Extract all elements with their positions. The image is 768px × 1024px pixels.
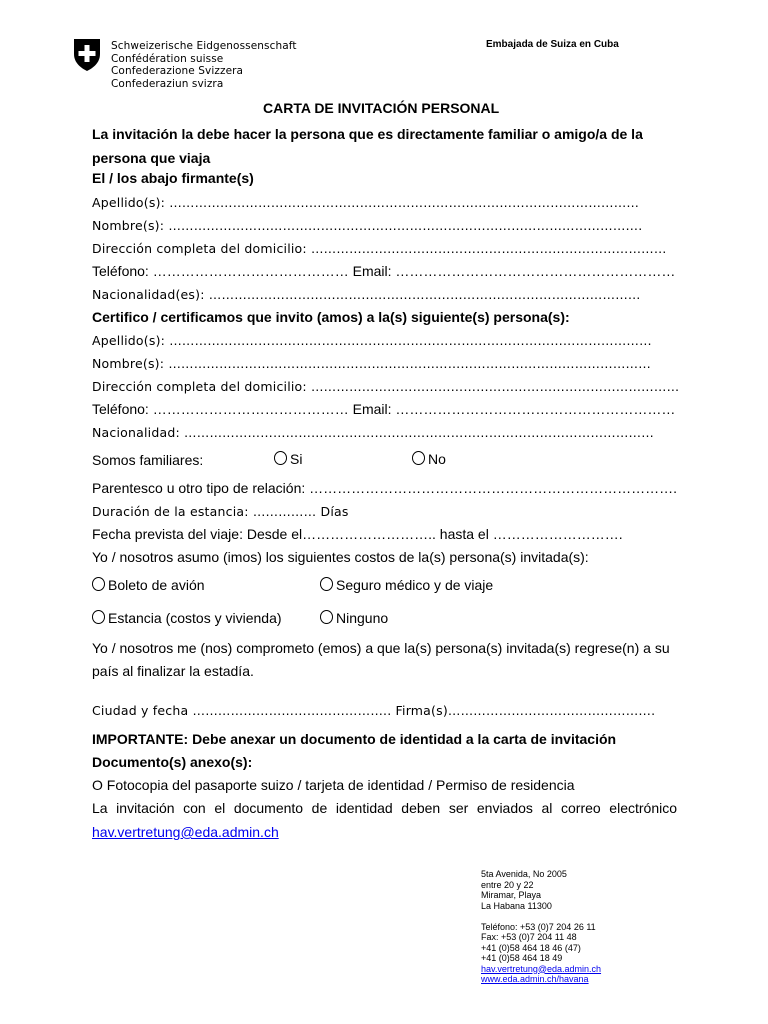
- fax-line: Fax: +53 (0)7 204 11 48: [481, 932, 577, 942]
- org-line-fr: Confédération suisse: [111, 52, 224, 65]
- swiss-coat-of-arms-icon: [72, 38, 102, 72]
- signer-apellidos-field[interactable]: Apellido(s): …………………………………………………………………………………………………: [92, 195, 640, 210]
- importante-notice: IMPORTANTE: Debe anexar un documento de identidad a la carta de invitación: [92, 731, 617, 747]
- footer-web-link[interactable]: www.eda.admin.ch/havana: [481, 974, 589, 984]
- org-line-it: Confederazione Svizzera: [111, 65, 244, 77]
- radio-circle-icon[interactable]: [320, 610, 333, 624]
- costo-ninguno-label: Ninguno: [336, 610, 389, 626]
- costo-estancia-option[interactable]: [92, 610, 282, 626]
- familiares-no-label: No: [428, 451, 446, 467]
- costo-estancia-label: Estancia (costos y vivienda): [108, 610, 282, 626]
- costo-boleto-label: Boleto de avión: [108, 577, 205, 593]
- embassy-name: Embajada de Suiza en Cuba: [486, 39, 619, 50]
- invitee-apellidos-field[interactable]: Apellido(s): ……………………………………………………………………………………………………: [92, 333, 652, 348]
- costo-boleto-option[interactable]: [92, 577, 205, 593]
- familiares-si-option[interactable]: [274, 451, 302, 467]
- anexo-item: O Fotocopia del pasaporte suizo / tarjeta de identidad / Permiso de residencia: [92, 777, 575, 793]
- intro-text: La invitación la debe hacer la persona que es directamente familiar o amigo/a de la persona que viaja: [92, 126, 643, 166]
- costo-seguro-option[interactable]: [320, 577, 493, 593]
- phone-line: +41 (0)58 464 18 49: [481, 953, 563, 963]
- phone-line: +41 (0)58 464 18 46 (47): [481, 942, 581, 953]
- address-line: Miramar, Playa: [481, 890, 542, 900]
- ciudad-fecha-firma-field[interactable]: Ciudad y fecha ……………………………………….. Firma(s)………………………………………….: [92, 703, 656, 718]
- radio-circle-icon[interactable]: [412, 451, 425, 465]
- phone-line: Teléfono: +53 (0)7 204 26 11: [481, 921, 596, 932]
- radio-circle-icon[interactable]: [274, 451, 287, 465]
- signer-telefono-email-field[interactable]: Teléfono: …………………………………… Email: ……………………………………………………: [92, 263, 676, 279]
- org-name-block: [111, 40, 297, 90]
- radio-circle-icon[interactable]: [92, 577, 105, 591]
- invitee-telefono-email-field[interactable]: Teléfono: …………………………………… Email: ……………………………………………………: [92, 401, 676, 417]
- org-line-rm: Confederaziun svizra: [111, 77, 224, 90]
- signer-nacionalidad-field[interactable]: Nacionalidad(es): …………………………………………………………………………………………: [92, 287, 641, 302]
- invitees-heading: Certifico / certificamos que invito (amos) a la(s) siguiente(s) persona(s):: [92, 309, 570, 325]
- invitee-nacionalidad-field[interactable]: Nacionalidad: …………………………………………………………………………………………………: [92, 425, 654, 440]
- compromiso-text: Yo / nosotros me (nos) comprometo (emos) a que la(s) persona(s) invitada(s) regrese(n) a su país al finalizar la estadía.: [92, 640, 670, 679]
- invitee-nombres-field[interactable]: Nombre(s): ……………………………………………………………………………………………………: [92, 356, 651, 371]
- embassy-address-block: [481, 869, 601, 985]
- anexos-heading: Documento(s) anexo(s):: [92, 754, 253, 770]
- address-line: entre 20 y 22: [481, 879, 534, 890]
- fecha-viaje-field[interactable]: Fecha prevista del viaje: Desde el……………………….. hasta el ……………………….: [92, 526, 623, 542]
- costo-ninguno-option[interactable]: [320, 610, 388, 626]
- parentesco-field[interactable]: Parentesco u otro tipo de relación: …………………………………………………………………….: [92, 480, 678, 496]
- address-line: La Habana 11300: [481, 900, 552, 911]
- invitee-direccion-field[interactable]: Dirección completa del domicilio: ……………………………………………………………………………: [92, 379, 680, 394]
- email-link[interactable]: hav.vertretung@eda.admin.ch: [92, 824, 279, 840]
- radio-circle-icon[interactable]: [92, 610, 105, 624]
- footer-email-link[interactable]: hav.vertretung@eda.admin.ch: [481, 963, 602, 974]
- familiares-no-option[interactable]: [412, 451, 446, 467]
- signer-nombres-field[interactable]: Nombre(s): ………………………………………………………………………………………………….: [92, 218, 643, 233]
- familiares-label: Somos familiares:: [92, 452, 204, 468]
- radio-circle-icon[interactable]: [320, 577, 333, 591]
- document-title: CARTA DE INVITACIÓN PERSONAL: [263, 100, 500, 116]
- costos-text: Yo / nosotros asumo (imos) los siguientes costos de la(s) persona(s) invitada(s):: [92, 549, 589, 565]
- org-line-de: Schweizerische Eidgenossenschaft: [111, 40, 297, 52]
- address-line: 5ta Avenida, No 2005: [481, 869, 567, 879]
- duracion-field[interactable]: Duración de la estancia: …………… Días: [92, 504, 349, 519]
- familiares-si-label: Si: [290, 451, 303, 467]
- signer-direccion-field[interactable]: Dirección completa del domicilio: …………………………………………………………………………: [92, 241, 667, 256]
- signers-heading: El / los abajo firmante(s): [92, 170, 254, 186]
- envio-text: La invitación con el documento de identidad deben ser enviados al correo electrónico: [92, 800, 677, 816]
- costo-seguro-label: Seguro médico y de viaje: [336, 577, 494, 593]
